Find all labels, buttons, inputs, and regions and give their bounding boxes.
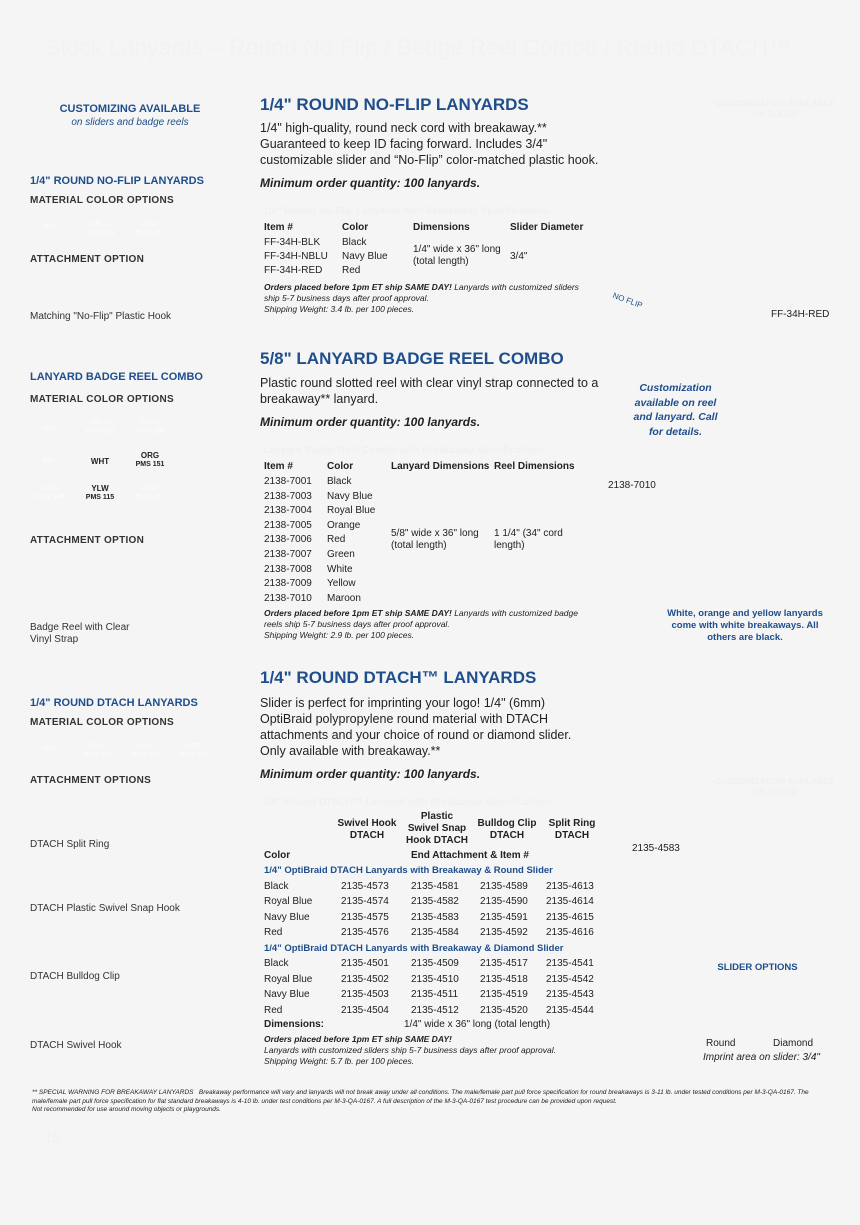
item-number: 2135-4613 bbox=[546, 880, 594, 892]
noflip-title: 1/4" ROUND NO-FLIP LANYARDS bbox=[260, 95, 529, 114]
item-number: 2135-4576 bbox=[341, 927, 389, 938]
item-color: Red bbox=[342, 265, 361, 276]
item-number: 2135-4614 bbox=[546, 896, 594, 907]
dtach-attachment-option: DTACH Plastic Swivel Snap Hook bbox=[30, 903, 180, 914]
item-number: 2138-7006 bbox=[264, 534, 312, 546]
dimensions-label: Dimensions: bbox=[264, 1019, 325, 1030]
dtach-spec-title: 1/4" Round DTACH™ Lanyard with Breakaway Specifications bbox=[263, 797, 554, 808]
item-number: 2135-4541 bbox=[546, 958, 594, 969]
item-number: 2135-4542 bbox=[546, 973, 594, 985]
item-color: Yellow bbox=[327, 578, 356, 590]
breakaway-footnote: ** SPECIAL WARNING FOR BREAKAWAY LANYARDS Breakaway performance will vary and lanyards will not break away under all conditions. The male/female part pull force specification for round breakaways is 3-11 lb. under tested conditions per M-3-QA-0167. The male/female part pull force specification for flat standard breakaways is 4-10 lb. under test conditions per M-3-QA-0167. A full description of the M-3-QA-0167 test procedure can be provided upon request. Not recommended for use around moving objects or playgrounds. bbox=[32, 1089, 809, 1113]
item-number: 2135-4583 bbox=[411, 911, 459, 923]
color-label: Color bbox=[264, 850, 291, 861]
row-color: Black bbox=[264, 880, 289, 892]
dtach-attachment-option: DTACH Bulldog Clip bbox=[30, 971, 120, 982]
noflip-moq: Minimum order quantity: 100 lanyards. bbox=[260, 176, 481, 190]
page-number: 18 bbox=[45, 1130, 60, 1145]
item-color: Black bbox=[327, 476, 352, 487]
swatch-rblu: RBLU PMS 286 bbox=[135, 419, 165, 435]
col-header: Plastic Swivel Snap Hook DTACH bbox=[405, 811, 469, 846]
sidebar-noflip-attachment: ATTACHMENT OPTION bbox=[30, 254, 145, 265]
item-number: 2135-4584 bbox=[411, 927, 459, 938]
swatch-red: RED PMS 185 bbox=[135, 221, 165, 237]
item-number: 2138-7007 bbox=[264, 549, 312, 560]
col-header: Color bbox=[327, 461, 354, 472]
reel-dimensions: 1 1/4" (34" cord length) bbox=[494, 528, 563, 551]
swatch-red: RED bbox=[42, 458, 58, 465]
noflip-hook-label: NO FLIP bbox=[611, 290, 644, 311]
noflip-callout: CUSTOMIZATION AVAILABLE ON SLIDER bbox=[715, 98, 835, 119]
item-number: 2135-4512 bbox=[411, 1004, 459, 1016]
reel-moq: Minimum order quantity: 100 lanyards. bbox=[260, 415, 481, 429]
customizing-title: CUSTOMIZING AVAILABLE bbox=[59, 103, 201, 115]
item-color: Navy Blue bbox=[342, 251, 388, 262]
row-color: Navy Blue bbox=[264, 911, 310, 923]
item-number: 2138-7004 bbox=[264, 505, 312, 517]
col-header: Item # bbox=[264, 222, 293, 233]
swatch-ylw: YLW PMS 115 bbox=[85, 484, 115, 501]
item-number: 2135-4574 bbox=[341, 896, 389, 907]
item-number: 2135-4510 bbox=[411, 973, 459, 985]
table-group-label: 1/4" OptiBraid DTACH Lanyards with Breakaway & Diamond Slider bbox=[264, 942, 564, 954]
item-number: 2135-4591 bbox=[480, 911, 528, 923]
item-color: Maroon bbox=[327, 592, 361, 604]
col-header: Slider Diameter bbox=[510, 222, 584, 233]
swatch-red: RED PMS 185 bbox=[179, 743, 209, 759]
end-attachment-label: End Attachment & Item # bbox=[411, 850, 529, 861]
item-number: 2138-7003 bbox=[264, 490, 312, 502]
dtach-description: Slider is perfect for imprinting your logo! 1/4" (6mm) OptiBraid polypropylene round material with DTACH attachments and your choice of round or diamond slider. Only available with breakaway.** bbox=[260, 696, 572, 758]
item-number: 2135-4517 bbox=[480, 958, 528, 969]
swatch-nblu: NBLU PMS 533 bbox=[131, 743, 161, 759]
item-number: 2135-4615 bbox=[546, 911, 594, 923]
reel-title: 5/8" LANYARD BADGE REEL COMBO bbox=[260, 349, 564, 368]
row-color: Royal Blue bbox=[264, 973, 313, 985]
reel-order-note: Orders placed before 1pm ET ship SAME DAY! Lanyards with customized badge reels ship 5-7 business days after proof approval. Shipping Weight: 2.9 lb. per 100 pieces. bbox=[264, 608, 578, 640]
dtach-attachment-option: DTACH Split Ring bbox=[30, 839, 110, 850]
item-number: 2135-4504 bbox=[341, 1004, 389, 1016]
noflip-description: 1/4" high-quality, round neck cord with breakaway.** Guaranteed to keep ID facing forward. Includes 3/4" customizable slider and “No-Flip” color-matched plastic hook. bbox=[260, 121, 599, 167]
item-color: White bbox=[327, 563, 353, 575]
swatch-mar: MAR PMS 202 bbox=[135, 485, 165, 501]
reel-attachment-option: Badge Reel with Clear Vinyl Strap bbox=[30, 622, 130, 645]
dimensions-value: 1/4" wide x 36" long (total length) bbox=[404, 1019, 551, 1030]
row-color: Red bbox=[264, 1004, 283, 1016]
col-header: Dimensions bbox=[413, 222, 470, 233]
dtach-callout: CUSTOMIZATION AVAILABLE ON SLIDER bbox=[715, 776, 835, 797]
row-color: Red bbox=[264, 927, 283, 938]
dimensions-value: 1/4" wide x 36" long (total length) bbox=[413, 244, 501, 267]
col-header: Color bbox=[342, 222, 369, 233]
customizing-sub: on sliders and badge reels bbox=[71, 117, 189, 128]
reel-breakaway-note: White, orange and yellow lanyards come with white breakaways. All others are black. bbox=[667, 608, 823, 643]
item-number: 2138-7009 bbox=[264, 578, 312, 590]
reel-description: Plastic round slotted reel with clear vinyl strap connected to a breakaway** lanyard. bbox=[260, 376, 599, 406]
col-header: Item # bbox=[264, 461, 293, 472]
item-number: 2135-4544 bbox=[546, 1004, 594, 1016]
item-number: 2135-4503 bbox=[341, 989, 389, 1000]
customizing-note bbox=[30, 103, 230, 128]
sidebar-reel-attachment: ATTACHMENT OPTION bbox=[30, 535, 145, 546]
item-number: 2138-7001 bbox=[264, 476, 312, 487]
sidebar-dtach-material: MATERIAL COLOR OPTIONS bbox=[30, 717, 175, 728]
item-color: Royal Blue bbox=[327, 505, 376, 517]
item-number: 2138-7008 bbox=[264, 563, 312, 575]
item-color: Red bbox=[327, 534, 346, 546]
swatch-blk: BLK bbox=[43, 223, 57, 230]
slider-imprint-area: Imprint area on slider: 3/4" bbox=[703, 1052, 820, 1063]
sidebar-reel-material: MATERIAL COLOR OPTIONS bbox=[30, 394, 175, 405]
swatch-rblu: RBLU PMS 286 bbox=[83, 743, 113, 759]
item-number: 2135-4543 bbox=[546, 989, 594, 1000]
dtach-order-note: Orders placed before 1pm ET ship SAME DAY! Lanyards with customized sliders ship 5-7 business days after proof approval. Shipping Weight: 5.7 lb. per 100 pieces. bbox=[264, 1034, 556, 1066]
noflip-order-note: Orders placed before 1pm ET ship SAME DAY! Lanyards with customized sliders ship 5-7 business days after proof approval. Shipping Weight: 3.4 lb. per 100 pieces. bbox=[264, 282, 579, 314]
item-number: 2135-4616 bbox=[546, 927, 594, 938]
item-number: 2135-4519 bbox=[480, 989, 528, 1000]
reel-callout: Customization available on reel and lanyard. Call for details. bbox=[633, 382, 718, 438]
swatch-grn: GRN PMS 348 bbox=[35, 485, 65, 501]
sidebar-dtach-title: 1/4" ROUND DTACH LANYARDS bbox=[30, 697, 198, 709]
item-color: Green bbox=[327, 549, 355, 560]
reel-spec-table bbox=[264, 458, 604, 608]
dtach-moq: Minimum order quantity: 100 lanyards. bbox=[260, 767, 481, 781]
dtach-title: 1/4" ROUND DTACH™ LANYARDS bbox=[260, 668, 537, 687]
item-number: 2135-4589 bbox=[480, 880, 528, 892]
item-number: 2135-4520 bbox=[480, 1004, 528, 1016]
sidebar-dtach-attachment: ATTACHMENT OPTIONS bbox=[30, 775, 152, 786]
sidebar-noflip-material: MATERIAL COLOR OPTIONS bbox=[30, 195, 175, 206]
slider-diamond-label: Diamond bbox=[773, 1038, 814, 1049]
item-number: 2135-4509 bbox=[411, 958, 459, 969]
col-header: Swivel Hook DTACH bbox=[337, 818, 397, 841]
row-color: Black bbox=[264, 958, 289, 969]
col-header: Lanyard Dimensions bbox=[391, 461, 490, 472]
col-header: Split Ring DTACH bbox=[548, 818, 596, 841]
item-number: 2135-4582 bbox=[411, 896, 459, 907]
item-color: Navy Blue bbox=[327, 490, 373, 502]
noflip-spec-title: 1/4" Round No-Flip Lanyards with Breakaway Specifications bbox=[263, 206, 549, 217]
lanyard-dimensions: 5/8" wide x 36" long (total length) bbox=[391, 528, 479, 551]
item-number: 2135-4573 bbox=[341, 880, 389, 892]
swatch-nblu: NBLU PMS 533 bbox=[85, 221, 115, 237]
item-number: 2138-7010 bbox=[264, 592, 312, 604]
dtach-image-caption: 2135-4583 bbox=[632, 843, 680, 854]
noflip-image-caption: FF-34H-RED bbox=[771, 309, 830, 320]
row-color: Royal Blue bbox=[264, 896, 313, 907]
swatch-blk: BLK bbox=[43, 425, 57, 432]
sidebar-noflip-title: 1/4" ROUND NO-FLIP LANYARDS bbox=[30, 175, 204, 187]
dtach-attachment-option: DTACH Swivel Hook bbox=[30, 1040, 122, 1051]
col-header: Bulldog Clip DTACH bbox=[477, 818, 537, 841]
col-header: Reel Dimensions bbox=[494, 461, 575, 472]
slider-options-title: SLIDER OPTIONS bbox=[717, 962, 798, 973]
item-number: FF-34H-RED bbox=[264, 265, 323, 276]
item-number: 2135-4502 bbox=[341, 973, 389, 985]
page-title: Stock Lanyards – Round No-Flip / Badge Reel Combo / Round DTACH™ bbox=[45, 34, 792, 60]
reel-swatch-grid bbox=[30, 418, 210, 508]
reel-image-caption: 2138-7010 bbox=[608, 480, 656, 491]
item-color: Orange bbox=[327, 519, 361, 531]
swatch-wht: WHT bbox=[90, 457, 110, 466]
item-number: 2135-4511 bbox=[411, 989, 459, 1000]
swatch-org: ORG PMS 151 bbox=[135, 451, 165, 468]
swatch-blk: BLK bbox=[43, 746, 57, 753]
slider-round-label: Round bbox=[706, 1038, 736, 1049]
swatch-nblu: NBLU PMS 533 bbox=[85, 419, 115, 435]
item-number: FF-34H-BLK bbox=[264, 237, 321, 248]
item-number: 2135-4518 bbox=[480, 973, 528, 985]
reel-spec-title: Lanyard Badge Reel Combo with Breakaway Specifications bbox=[263, 445, 545, 456]
item-number: 2138-7005 bbox=[264, 519, 312, 531]
item-number: 2135-4590 bbox=[480, 896, 528, 907]
item-number: 2135-4592 bbox=[480, 927, 528, 938]
item-color: Black bbox=[342, 237, 367, 248]
noflip-attachment-option: Matching "No-Flip" Plastic Hook bbox=[30, 311, 172, 322]
item-number: 2135-4581 bbox=[411, 880, 459, 892]
item-number: 2135-4501 bbox=[341, 958, 389, 969]
slider-diameter-value: 3/4" bbox=[510, 251, 528, 262]
sidebar-reel-title: LANYARD BADGE REEL COMBO bbox=[30, 371, 203, 383]
item-number: 2135-4575 bbox=[341, 911, 389, 923]
item-number: FF-34H-NBLU bbox=[264, 251, 328, 262]
row-color: Navy Blue bbox=[264, 989, 310, 1000]
table-group-label: 1/4" OptiBraid DTACH Lanyards with Breakaway & Round Slider bbox=[264, 865, 553, 876]
